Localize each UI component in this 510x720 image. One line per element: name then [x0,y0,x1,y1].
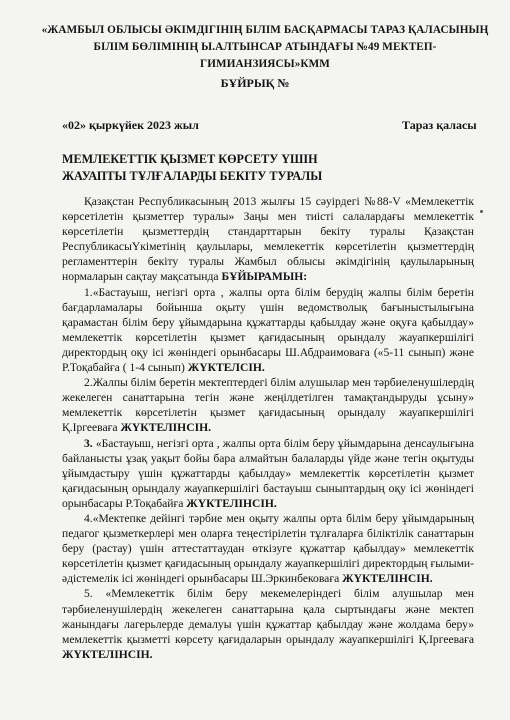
clause-2 [62,375,474,435]
intro-text: Қазақстан Республикасының 2013 жылғы 15 сәуірдегі №88-V «Мемлекеттік көрсетілетін қызметтер туралы» Заңы мен тиісті салалардағы мемлекеттік көрсетілетін қызметтердің стандарттарын бекіту туралы Қазақстан РеспубликасыҮкіметінің қаулылары, мемлекеттік көрсетілетін қызметтердің регламенттерін бекіту туралы Жамбыл облысы әкімдігінің қаулыларының нормаларын сақтау мақсатында [62,195,474,284]
clause-1-verdict: ЖҮКТЕЛСІН. [187,361,265,375]
clause-1 [62,285,474,376]
clause-5-text: 5. «Мемлекеттік білім беру мекемелеріндегі білім алушылар мен тәрбиеленушілердің жекелеген санаттарына қала сыртындағы және мектеп жанындағы лагерьлерде демалуы үшін құжаттар қабылдау және жолдама беру» мемлекеттік қызметті көрсету қағидаларын орындалу жауапкершілігі Қ.Іргееваға [62,587,474,646]
clause-4-text: 4.«Мектепке дейінгі тәрбие мен оқыту жалпы орта білім беру ұйымдарының педагог қызметкерлері мен оларға теңестірілетін тұлғаларға біліктілік санаттарын беру (растау) үшін аттестаттаудан өткізуге құжаттар қабылдау» мемлекеттік көрсетілетін қызмет қағидасының орындалу жауапкершілігі директордың ғылыми-әдістемелік ісі жөніндегі орынбасары Ш.Эркинбековаға [62,511,474,586]
clause-2-text: 2.Жалпы білім беретін мектептердегі білім алушылар мен тәрбиеленушілердің жекелеген санаттарына тегін және жеңілдетілген тамақтандыруды ұсыну» мемлекеттік көрсетілетін қызмет қағидасының орындалу жауапкершілігі Қ.Іргееваға [62,376,474,435]
clause-3 [62,436,474,511]
subject-line-2: ЖАУАПТЫ ТҰЛҒАЛАРДЫ БЕКІТУ ТУРАЛЫ [62,169,323,183]
clause-2-verdict: ЖҮКТЕЛІНСІН. [120,421,211,435]
intro-directive: БҰЙЫРАМЫН: [221,270,308,284]
order-title: БҰЙРЫҚ № [220,76,290,90]
scan-speck [480,210,483,213]
clause-5-verdict: ЖҮКТЕЛІНСІН. [62,647,153,661]
order-city: Тараз қаласы [402,118,477,132]
clause-3-number: 3. [84,436,93,450]
clause-4 [62,511,474,586]
order-subject [62,151,462,185]
subject-line-1: МЕМЛЕКЕТТІК ҚЫЗМЕТ КӨРСЕТУ ҮШІН [62,152,318,166]
header-line-2: БІЛІМ БӨЛІМІНІҢ Ы.АЛТЫНСАР АТЫНДАҒЫ №49 МЕКТЕП-ГИМИАНЗИЯСЫ»КММ [93,41,437,70]
clause-1-text: 1.«Бастауыш, негізгі орта , жалпы орта білім берудің жалпы білім беретін бағдарламалары бойынша оқыту үшін ведомстволық бағыныстылығына қарамастан білім беру ұйымдарына құжаттарды қабылдау және оқуға қабылдау» мемлекеттік көрсетілетін қызмет қағидасының орындалу жауапкершілігі директордың оқу ісі жөніндегі орынбасары Ш.Абдраимоваға («5-11 сынып) және Р.Тоқабайға ( 1-4 сынып) [62,285,474,375]
organization-header [40,22,490,73]
order-body [62,194,474,662]
intro-paragraph [62,194,474,285]
clause-3-verdict: ЖҮКТЕЛІНСІН. [186,496,277,510]
order-date: «02» қыркүйек 2023 жыл [62,118,199,132]
clause-3-text: «Бастауыш, негізгі орта , жалпы орта білім беру ұйымдарына денсаулығына байланысты ұзақ уақыт бойы бара алмайтын балаларды үйде және тегін оқытуды ұйымдастыру үшін құжаттарды қабылдау» мемлекеттік көрсетілетін қызмет қағидасының орындалу жауапкершілігі бастауыш сыныптардың оқу ісі жөніндегі орынбасары Р.Тоқабайға [62,436,474,510]
clause-5 [62,586,474,661]
clause-4-verdict: ЖҮКТЕЛІНСІН. [342,572,433,586]
header-line-1: «ЖАМБЫЛ ОБЛЫСЫ ӘКІМДІГІНІҢ БІЛІМ БАСҚАРМАСЫ ТАРАЗ ҚАЛАСЫНЫҢ [41,24,489,36]
